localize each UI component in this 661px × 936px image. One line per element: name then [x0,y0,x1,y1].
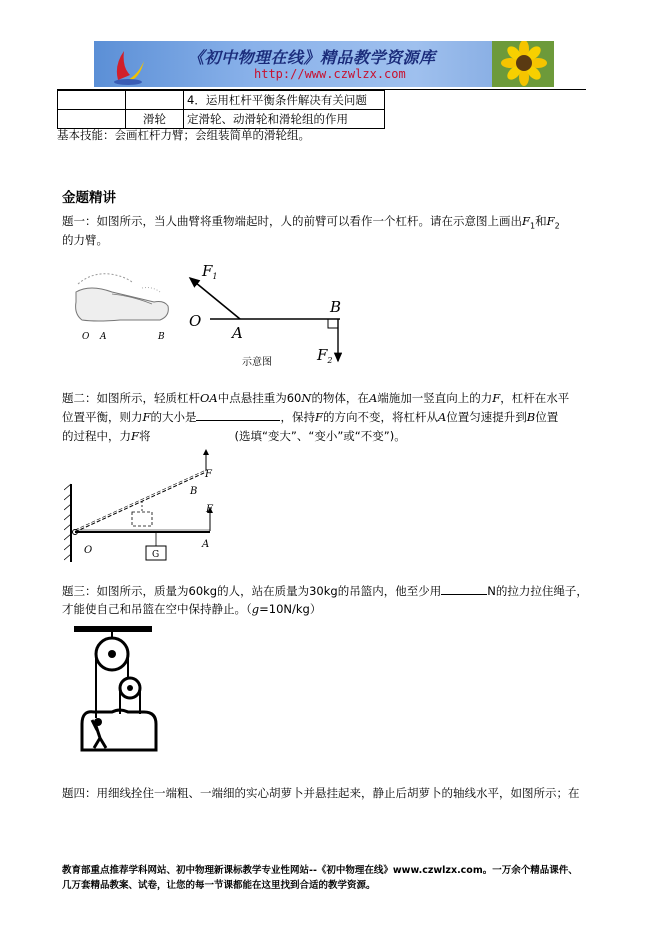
person-icon [92,718,106,748]
q3-line1: 题三：如图所示，质量为60kg的人，站在质量为30kg的吊篮内，他至少用 N的拉力拉住绳子， [62,584,588,598]
section-title: 金题精讲 [62,190,116,206]
syllabus-cell-pulley-function: 定滑轮、动滑轮和滑轮组的作用 [184,110,385,129]
q3-pulley-basket-diagram [72,624,162,752]
q4-line1: 题四：用细线拴住一端粗、一端细的实心胡萝卜并悬挂起来，静止后胡萝卜的轴线水平，如图所示；在 [62,786,580,800]
schem-o: O [189,312,202,330]
schem-a: A [232,324,243,342]
arm-label-o: O [82,332,90,342]
syllabus-table [57,90,385,129]
q2-label-g: G [152,550,160,560]
schem-b: B [330,298,342,316]
q2-label-a: A [202,539,210,550]
banner-title: 《初中物理在线》精品教学资源库 [188,48,436,67]
q2-label-o: O [84,545,93,556]
q2-label-f-top: F [205,469,212,480]
site-logo-icon [108,45,148,85]
schem-caption: 示意图 [242,357,272,368]
footer-line1: 教育部重点推荐学科网站、初中物理新课标教学专业性网站--《初中物理在线》www.czwlzx.com。一万余个精品课件、 [62,865,578,876]
basic-skills: 基本技能：会画杠杆力臂；会组装简单的滑轮组。 [57,128,310,142]
q2-label-f-mid: F [206,504,213,515]
q2-line3: 的过程中，力F将 (选填“变大”、“变小”或“不变”)。 [62,429,406,443]
q1-line1: 题一：如图所示，当人曲臂将重物端起时，人的前臂可以看作一个杠杆。请在示意图上画出$F_1$和$F_2$ [62,214,560,231]
q1-line2: 的力臂。 [62,233,108,247]
q1-arm-sketch [72,262,184,342]
sunflower-icon [492,41,554,87]
q2-line1: 题二：如图所示，轻质杠杆OA中点悬挂重为60N的物体，在A端施加一竖直向上的力F，杠杆在水平 [62,391,570,405]
syllabus-cell-pulley: 滑轮 [126,110,184,129]
arm-label-a: A [100,332,107,342]
banner-url: http://www.czwlzx.com [254,67,406,81]
schem-f1: $F_1$ [202,262,218,281]
header-banner [94,41,554,87]
q3-line2: 才能使自己和吊篮在空中保持静止。（g=10N/kg） [62,602,322,616]
footer-line2: 几万套精品教案、试卷，让您的每一节课都能在这里找到合适的教学资源。 [62,880,376,891]
schem-f2: $F_2$ [317,346,333,365]
q2-answer-blank-1[interactable] [196,420,280,421]
q2-lever-diagram [64,444,244,564]
q2-line2: 位置平衡，则力F的大小是 ，保持F的方向不变，将杠杆从A位置匀速提升到B位置 [62,410,559,424]
q2-label-b: B [190,486,198,497]
arm-label-b: B [158,332,165,342]
syllabus-cell-lever-condition: 4．运用杠杆平衡条件解决有关问题 [184,91,385,110]
q1-lever-schematic [180,258,355,373]
q3-answer-blank[interactable] [441,594,487,595]
